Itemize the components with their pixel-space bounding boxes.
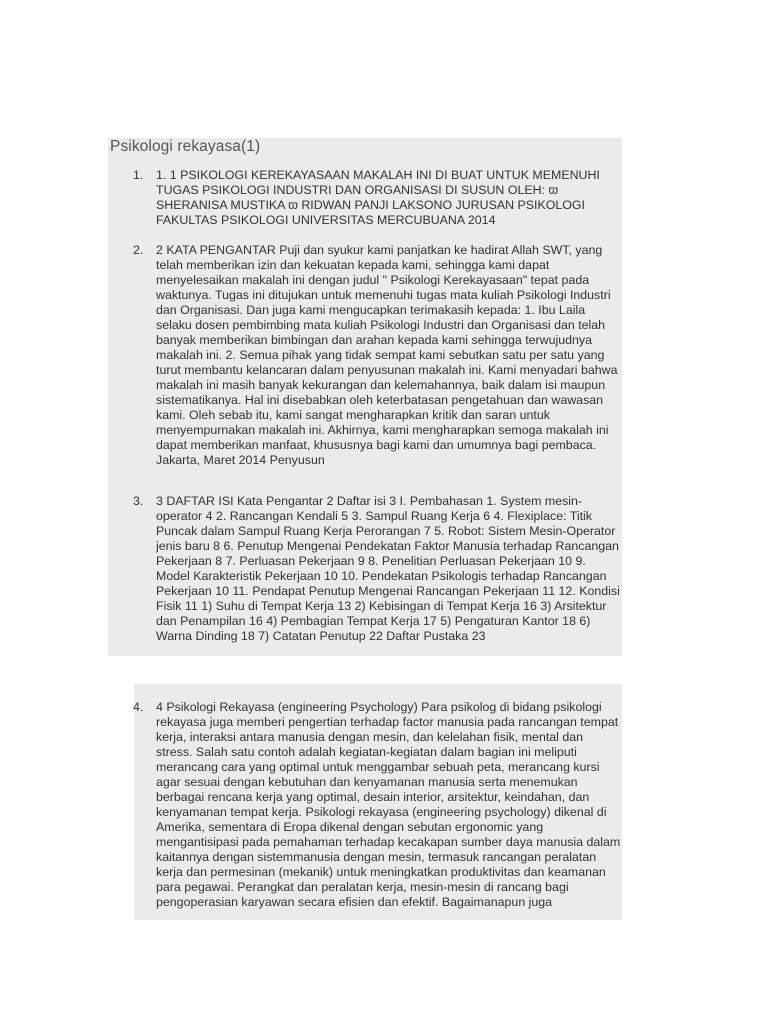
list-item-number: 3. — [133, 494, 144, 508]
list-item-number: 1. — [133, 168, 144, 182]
list-item-number: 2. — [133, 243, 144, 257]
list-item — [133, 168, 621, 228]
list-item-number: 4. — [133, 700, 144, 714]
list-item-text: 1. 1 PSIKOLOGI KEREKAYASAAN MAKALAH INI DI BUAT UNTUK MEMENUHI TUGAS PSIKOLOGI INDUSTRI DAN ORGANISASI DI SUSUN OLEH: ϖ SHERANISA MUSTIKA ϖ RIDWAN PANJI LAKSONO JURUSAN PSIKOLOGI FAKULTAS PSIKOLOGI UNIVERSITAS MERCUBUANA 2014 — [156, 168, 600, 227]
document-title: Psikologi rekayasa(1) — [110, 138, 261, 155]
list-item — [133, 494, 621, 644]
list-item-text: 4 Psikologi Rekayasa (engineering Psychology) Para psikolog di bidang psikologi rekayasa juga memberi pengertian terhadap factor manusia pada rancangan tempat kerja, interaksi antara manusia dengan mesin, dan kelelahan fisik, mental dan stress. Salah satu contoh adalah kegiatan-kegiatan dalam bagian ini meliputi merancang cara yang optimal untuk menggambar sebuah peta, merancang kursi agar sesuai dengan kebutuhan dan kenyamanan manusia serta menemukan berbagai rencana kerja yang optimal, desain interior, arsitektur, keindahan, dan kenyamanan tempat kerja. Psikologi rekayasa (engineering psychology) dikenal di Amerika, sementara di Eropa dikenal dengan sebutan ergonomic yang mengantisipasi pada pemahaman terhadap kecakapan sumber daya manusia dalam kaitannya dengan sistemmanusia dengan mesin, termasuk rancangan peralatan kerja dan permesinan (mekanik) untuk meningkatkan produktivitas dan keamanan para pegawai. Perangkat dan peralatan kerja, mesin-mesin di rancang bagi pengoperasian karyawan secara efisien dan efektif. Bagaimanapun juga — [156, 700, 621, 909]
list-item — [133, 700, 621, 919]
list-item-text: 2 KATA PENGANTAR Puji dan syukur kami panjatkan ke hadirat Allah SWT, yang telah memberikan izin dan kekuatan kepada kami, sehingga kami dapat menyelesaikan makalah ini dengan judul " Psikologi Kerekayasaan" tepat pada waktunya. Tugas ini ditujukan untuk memenuhi tugas mata kuliah Psikologi Industri dan Organisasi. Dan juga kami mengucapkan terimakasih kepada: 1. Ibu Laila selaku dosen pembimbing mata kuliah Psikologi Industri dan Organisasi dan telah banyak memberikan bimbingan dan arahan kepada kami sehingga terwujudnya makalah ini. 2. Semua pihak yang tidak sempat kami sebutkan satu per satu yang turut membantu kelancaran dalam penyusunan makalah ini. Kami menyadari bahwa makalah ini masih banyak kekurangan dan kelemahannya, baik dalam isi maupun sistematikanya. Hal ini disebabkan oleh keterbatasan pengetahuan dan wawasan kami. Oleh sebab itu, kami sangat mengharapkan kritik dan saran untuk menyempurnakan makalah ini. Akhirnya, kami mengharapkan semoga makalah ini dapat memberikan manfaat, khususnya bagi kami dan umumnya bagi pembaca. Jakarta, Maret 2014 Penyusun — [156, 243, 618, 467]
list-item-text: 3 DAFTAR ISI Kata Pengantar 2 Daftar isi 3 I. Pembahasan 1. System mesin-operator 4 2. Rancangan Kendali 5 3. Sampul Ruang Kerja 6 4. Flexiplace: Titik Puncak dalam Sampul Ruang Kerja Perorangan 7 5. Robot: Sistem Mesin-Operator jenis baru 8 6. Penutup Mengenai Pendekatan Faktor Manusia terhadap Rancangan Pekerjaan 8 7. Perluasan Pekerjaan 9 8. Penelitian Perluasan Pekerjaan 10 9. Model Karakteristik Pekerjaan 10 10. Pendekatan Psikologis terhadap Rancangan Pekerjaan 10 11. Pendapat Penutup Mengenai Rancangan Pekerjaan 11 12. Kondisi Fisik 11 1) Suhu di Tempat Kerja 13 2) Kebisingan di Tempat Kerja 16 3) Arsitektur dan Penampilan 16 4) Pembagian Tempat Kerja 17 5) Pengaturan Kantor 18 6) Warna Dinding 18 7) Catatan Penutup 22 Daftar Pustaka 23 — [156, 494, 620, 643]
list-item — [133, 243, 621, 468]
